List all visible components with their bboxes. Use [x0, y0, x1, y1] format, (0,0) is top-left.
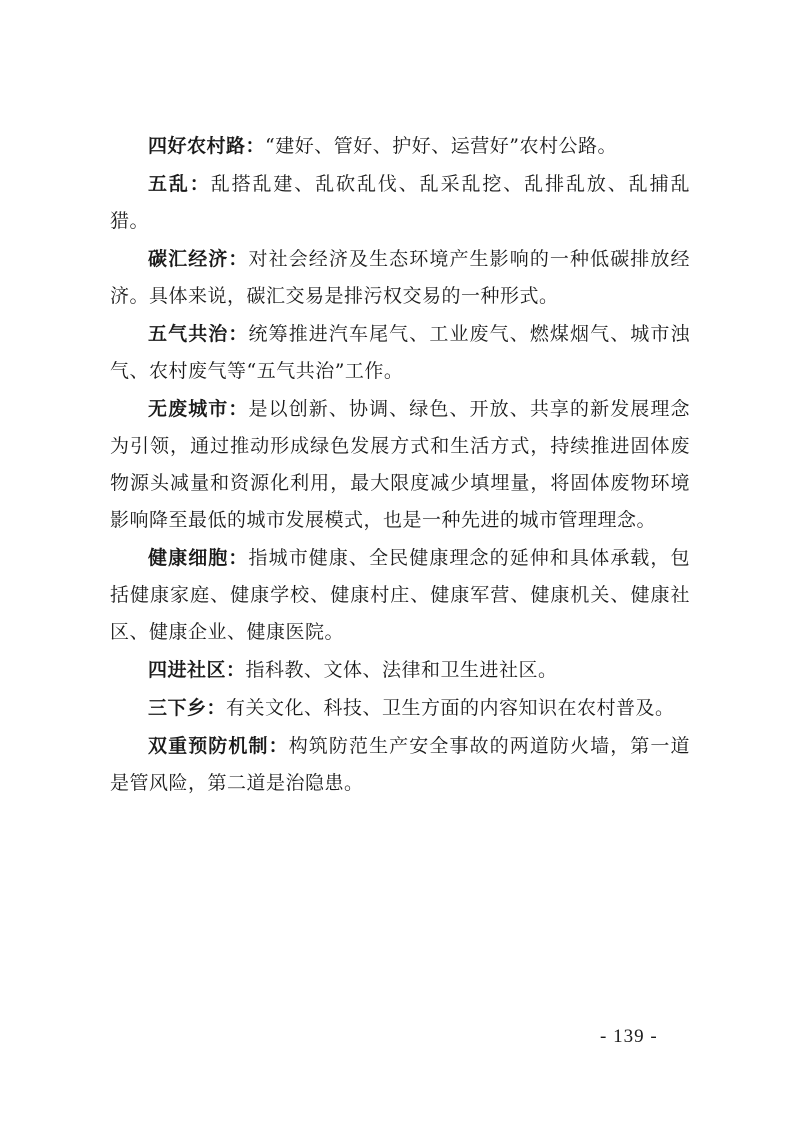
- glossary-entry: [110, 391, 690, 539]
- page-number: - 139 -: [600, 1026, 658, 1047]
- glossary-definition: 指科教、文体、法律和卫生进社区。: [245, 659, 558, 681]
- glossary-definition: 统筹推进汽车尾气、工业废气、燃煤烟气、城市浊气、农村废气等“五气共治”工作。: [110, 323, 690, 382]
- glossary-definition: 乱搭乱建、乱砍乱伐、乱采乱挖、乱排乱放、乱捕乱猎。: [110, 173, 690, 232]
- glossary-term: 无废城市: [148, 398, 229, 420]
- glossary-entry: [110, 652, 690, 689]
- term-separator: ：: [206, 697, 227, 719]
- term-separator: ：: [228, 547, 249, 569]
- glossary-definition: 有关文化、科技、卫生方面的内容知识在农村普及。: [226, 697, 675, 719]
- glossary-definition: “建好、管好、护好、运营好”农村公路。: [265, 135, 617, 157]
- glossary-term: 三下乡: [148, 697, 207, 719]
- glossary-term: 五气共治: [148, 323, 229, 345]
- term-separator: ：: [268, 735, 289, 757]
- glossary-entry: [110, 128, 690, 165]
- term-separator: ：: [245, 135, 266, 157]
- glossary-definition: 指城市健康、全民健康理念的延伸和具体承载，包括健康家庭、健康学校、健康村庄、健康军营、健康机关、健康社区、健康企业、健康医院。: [110, 547, 690, 643]
- term-separator: ：: [226, 659, 246, 681]
- glossary-definition: 构筑防范生产安全事故的两道防火墙，第一道是管风险，第二道是治隐患。: [110, 735, 690, 794]
- glossary-term: 双重预防机制: [148, 735, 269, 757]
- term-separator: ：: [228, 248, 249, 270]
- glossary-term: 碳汇经济: [148, 248, 229, 270]
- glossary-entry: [110, 728, 690, 802]
- glossary-entry: [110, 690, 690, 727]
- glossary-term: 健康细胞: [148, 547, 229, 569]
- glossary-content: [110, 128, 690, 803]
- glossary-term: 四好农村路: [148, 135, 246, 157]
- term-separator: ：: [228, 323, 249, 345]
- glossary-definition: 对社会经济及生态环境产生影响的一种低碳排放经济。具体来说，碳汇交易是排污权交易的一种形式。: [110, 248, 690, 307]
- glossary-term: 五乱: [148, 173, 190, 195]
- term-separator: ：: [189, 173, 211, 195]
- term-separator: ：: [228, 398, 249, 420]
- glossary-entry: [110, 241, 690, 315]
- glossary-entry: [110, 316, 690, 390]
- glossary-entry: [110, 540, 690, 651]
- glossary-entry: [110, 166, 690, 240]
- glossary-term: 四进社区: [148, 659, 227, 681]
- glossary-definition: 是以创新、协调、绿色、开放、共享的新发展理念为引领，通过推动形成绿色发展方式和生活方式，持续推进固体废物源头减量和资源化利用，最大限度减少填埋量，将固体废物环境影响降至最低的城市发展模式，也是一种先进的城市管理理念。: [110, 398, 690, 531]
